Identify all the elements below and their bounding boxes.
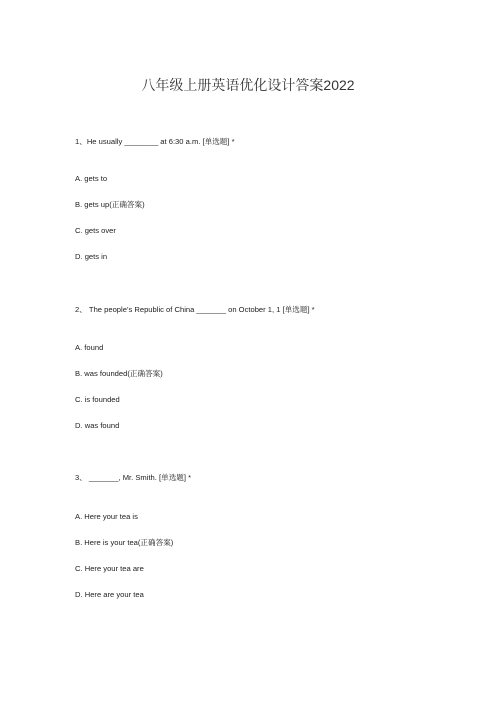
question-3-option-d[interactable]: D. Here are your tea: [75, 590, 144, 599]
question-2-option-c[interactable]: C. is founded: [75, 395, 120, 404]
question-2-option-d[interactable]: D. was found: [75, 421, 120, 430]
question-3-option-b[interactable]: B. Here is your tea(正确答案): [75, 538, 174, 547]
document-title: 八年级上册英语优化设计答案2022: [141, 77, 355, 93]
question-3-stem: 3、 _______, Mr. Smith. [单选题] *: [75, 473, 192, 482]
question-1-option-b[interactable]: B. gets up(正确答案): [75, 200, 145, 209]
question-1-option-a[interactable]: A. gets to: [75, 174, 108, 183]
question-3-option-a[interactable]: A. Here your tea is: [75, 512, 138, 521]
question-1-option-c[interactable]: C. gets over: [75, 226, 116, 235]
question-1-option-d[interactable]: D. gets in: [75, 252, 108, 261]
question-2-stem: 2、 The people’s Republic of China _______ on October 1, 1 [单选题] *: [75, 305, 315, 314]
question-3-option-c[interactable]: C. Here your tea are: [75, 564, 144, 573]
question-2-option-b[interactable]: B. was founded(正确答案): [75, 369, 163, 378]
question-1-stem: 1、He usually ________ at 6:30 a.m. [单选题] *: [75, 137, 235, 146]
question-2-option-a[interactable]: A. found: [75, 343, 104, 352]
